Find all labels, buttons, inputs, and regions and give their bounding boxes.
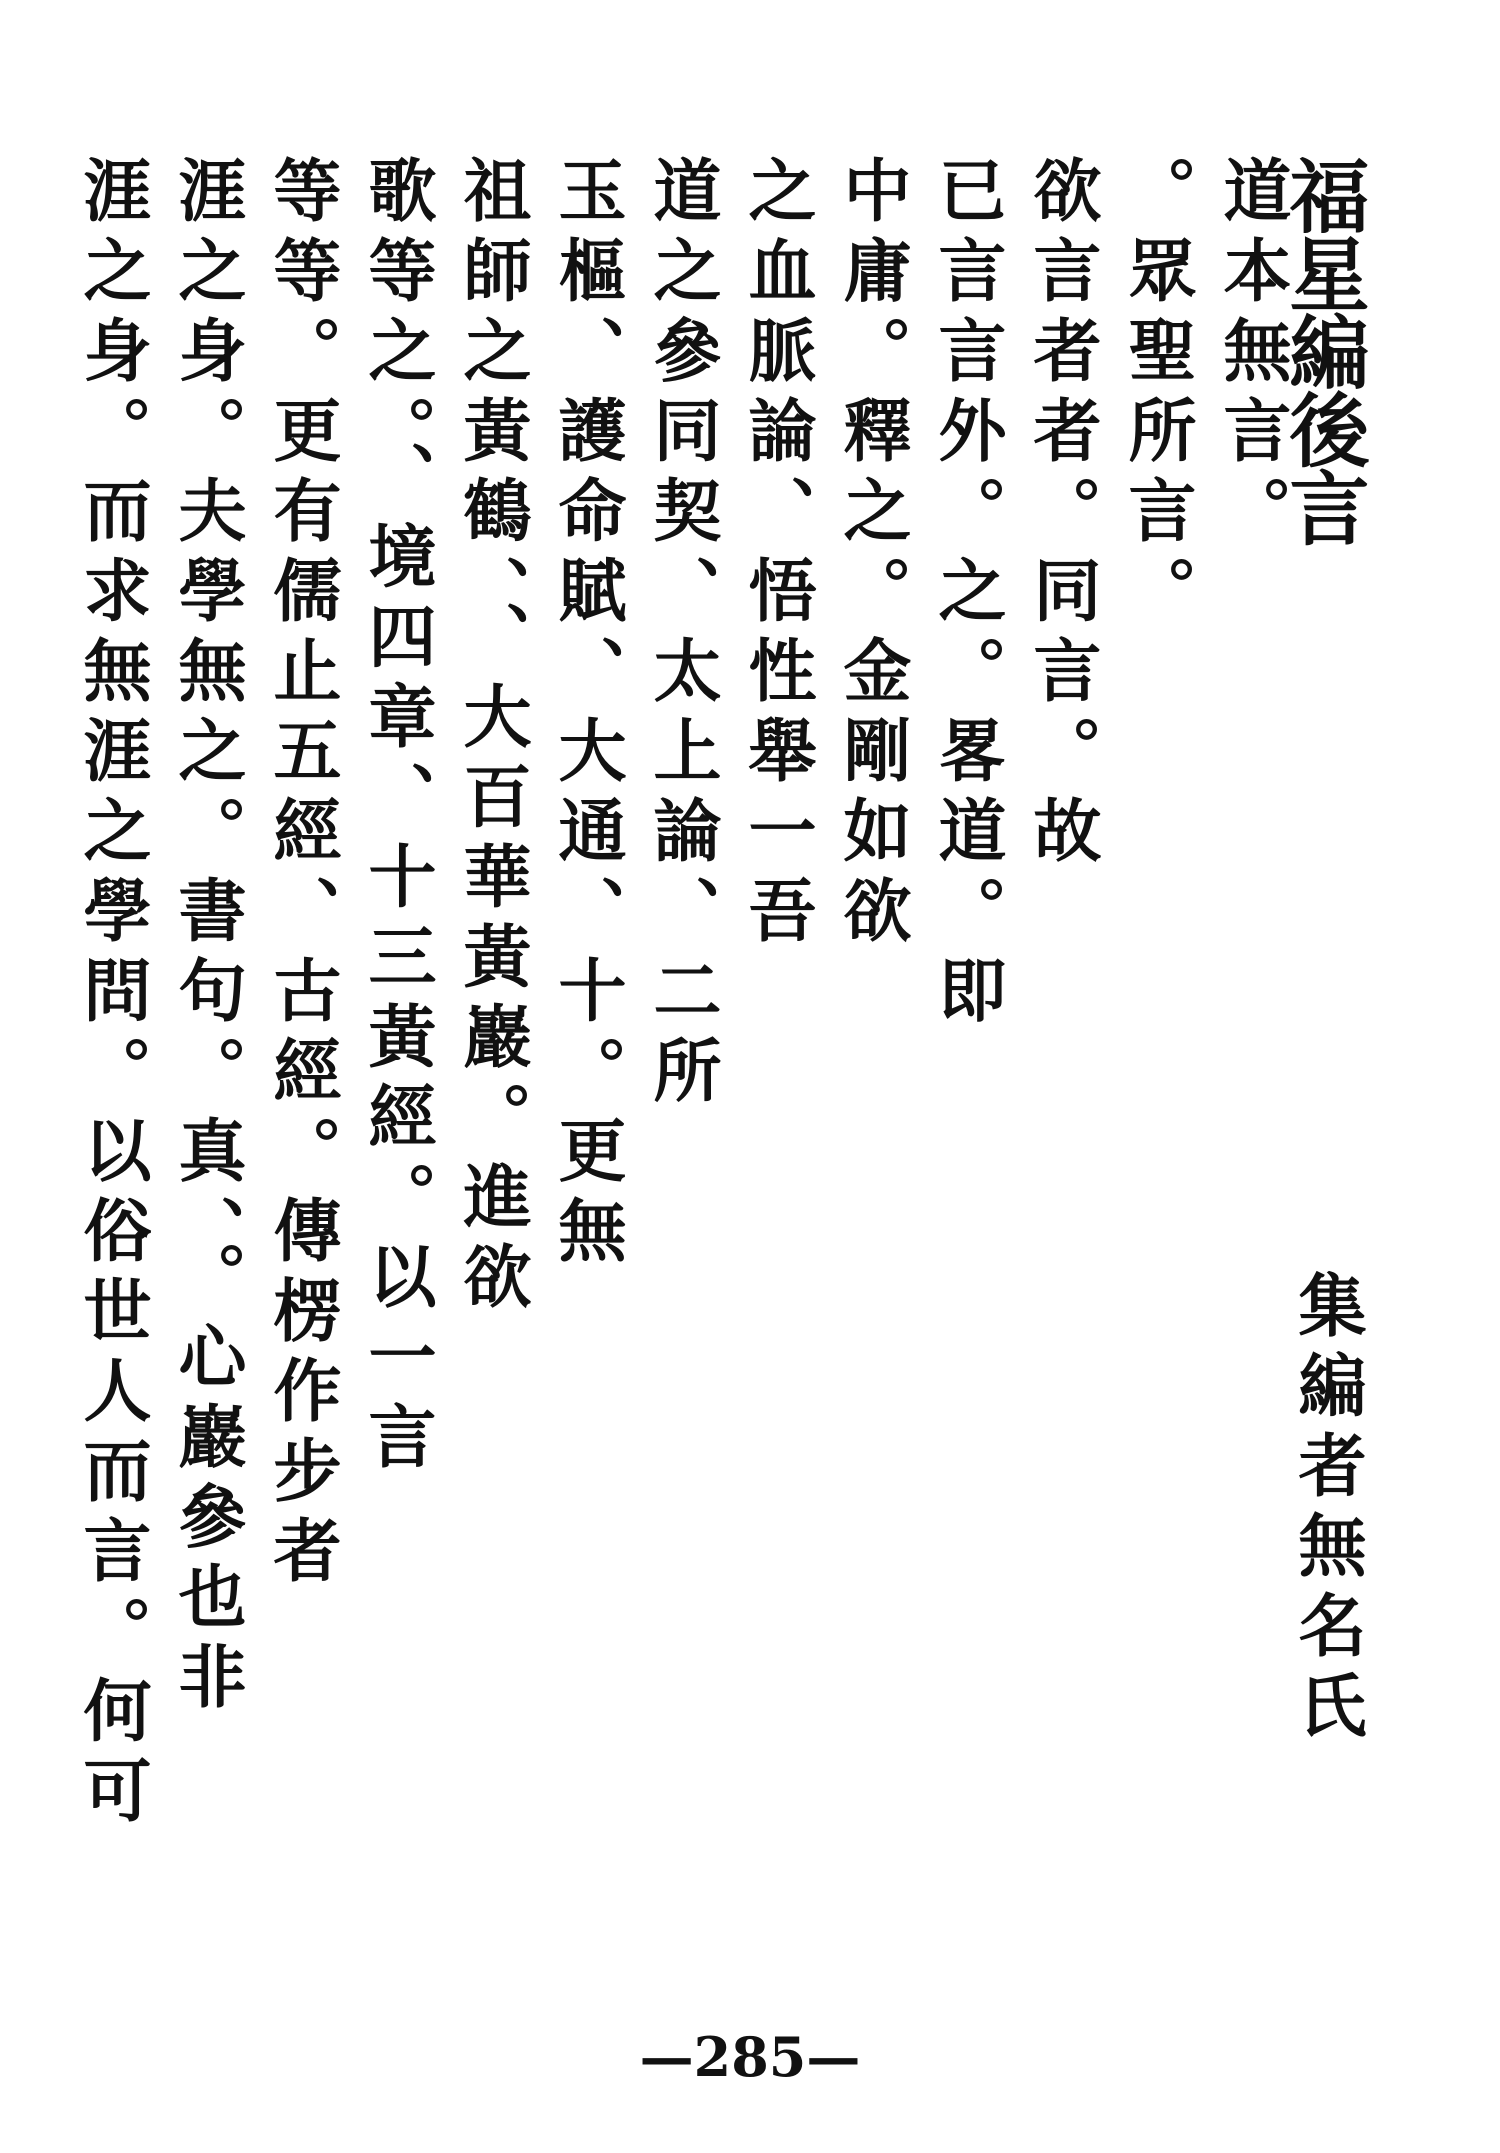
text-column: 歌等之。、境四章、十三黃經。以一言 <box>357 155 437 1481</box>
vertical-text-body <box>72 155 1295 2015</box>
text-column: 道之參同契、太上論、二所 <box>642 155 722 1115</box>
text-column: 欲言者者。同言。故 <box>1022 155 1102 875</box>
page-number: —285— <box>639 2025 861 2089</box>
colophon: 集編者無名氏 <box>1287 1270 1367 1750</box>
text-column: 涯之身。而求無涯之學問。以俗世人而言。何可 <box>72 155 152 1835</box>
text-column: 玉樞、護命賦、大通、十。更無 <box>547 155 627 1275</box>
text-column: 祖師之黃鶴、、大百華黃巖。進欲 <box>452 155 532 1321</box>
text-column: 之血脈論、悟性舉一吾 <box>737 155 817 955</box>
text-column: 。眾聖所言。 <box>1117 155 1197 635</box>
text-column: 道本無言。 <box>1212 155 1292 555</box>
text-column: 已言言外。之。畧道。即 <box>927 155 1007 1035</box>
text-column: 涯之身。夫學無之。書句。真、。心巖參也非 <box>167 155 247 1721</box>
text-column: 等等。更有儒止五經、古經。傳楞作步者 <box>262 155 342 1595</box>
text-column: 中庸。釋之。金剛如欲 <box>832 155 912 955</box>
page-title: 福星編後言 <box>1276 155 1369 545</box>
